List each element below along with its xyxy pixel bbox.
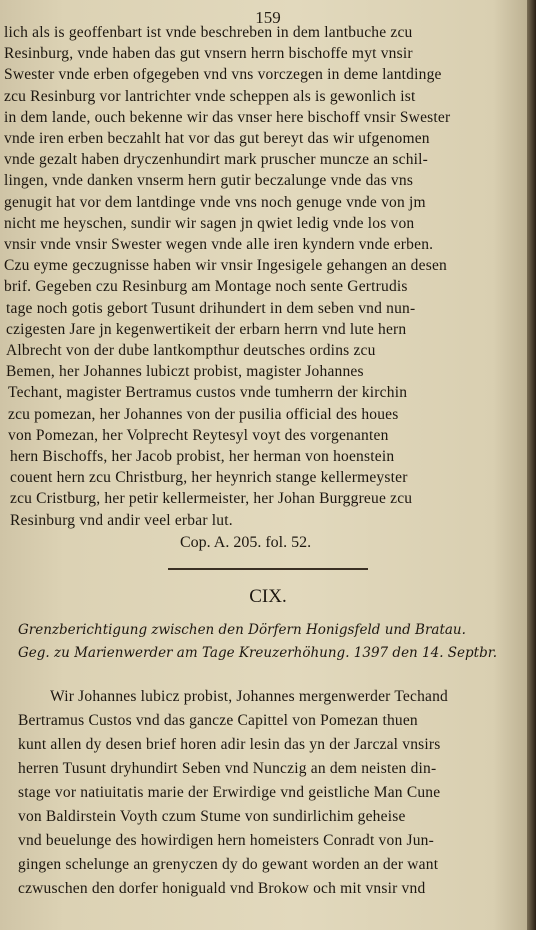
text-line: zcu Resinburg vor lantrichter vnde scheppen als is gewonlich ist [4,87,416,105]
body-line: vnd beuelunge des howirdigen hern homeisters Conradt von Jun- [18,832,434,849]
body-line: stage vor natiuitatis marie der Erwirdige vnd geistliche Man Cune [18,784,441,801]
text-line: couent hern zcu Christburg, her heynrich stange kellermeyster [10,469,408,487]
page-number: 159 [255,8,281,27]
text-line: Resinburg vnd andir veel erbar lut. [10,511,233,529]
text-line: vnde iren erben beczahlt hat vor das gut bereyt das wir ufgenomen [4,130,430,147]
text-line: Swester vnde erben ofgegeben vnd vns vorczegen in deme lantdinge [4,66,442,84]
body-line: von Baldirstein Voyth czum Stume von sundirlichim geheise [18,808,406,825]
text-line: zcu pomezan, her Johannes von der pusilia official des houes [8,405,399,423]
text-line: vnsir vnde vnsir Swester wegen vnde alle iren kyndern vnde erben. [4,236,434,253]
text-line: Bemen, her Johannes lubiczt probist, magister Johannes [6,363,364,381]
text-line: lich als is geoffenbart ist vnde beschreben in dem lantbuche zcu [4,24,413,41]
text-line: hern Bischoffs, her Jacob probist, her herman von hoenstein [10,448,395,465]
text-line: genugit hat vor dem lantdinge vnde vns noch genuge vnde von jm [4,193,426,211]
book-spine-shadow [527,0,536,930]
text-line: tage noch gotis gebort Tusunt drihundert in dem seben vnd nun- [6,299,416,317]
text-line: Resinburg, vnde haben das gut vnsern herrn bischoffe myt vnsir [4,45,413,63]
document-heading: Grenzberichtigung zwischen den Dörfern Honigsfeld und Bratau. [18,622,466,638]
body-line: Wir Johannes lubicz probist, Johannes mergenwerder Techand [50,688,448,705]
text-line: Albrecht von der dube lantkompthur deutsches ordins zcu [6,342,376,359]
source-citation: Cop. A. 205. fol. 52. [180,534,312,551]
body-line: Bertramus Custos vnd das gancze Capittel von Pomezan thuen [18,712,418,729]
document-date-line: Geg. zu Marienwerder am Tage Kreuzerhöhung. 1397 den 14. Septbr. [18,645,498,661]
text-line: zcu Cristburg, her petir kellermeister, her Johan Burggreue zcu [10,490,413,508]
section-divider [168,568,368,570]
text-line: lingen, vnde danken vnserm hern gutir beczalunge vnde das vns [4,172,414,190]
body-line: czwuschen den dorfer honiguald vnd Brokow och mit vnsir vnd [18,880,426,897]
text-line: von Pomezan, her Volprecht Reytesyl voyt des vorgenanten [8,426,389,444]
body-line: gingen schelunge an grenyczen dy do gewant worden an der want [18,856,439,873]
text-line: Czu eyme geczugnisse haben wir vnsir Ingesigele gehangen an desen [4,257,447,275]
text-line: in dem lande, ouch bekenne wir das vnser here bischoff vnsir Swester [4,108,451,126]
text-line: nicht me heyschen, sundir wir sagen jn qwiet ledig vnde los von [4,214,415,232]
text-line: vnde gezalt haben dryczenhundirt mark pruscher muncze an schil- [4,151,429,169]
text-line: czigesten Jare jn kegenwertikeit der erbarn herrn vnd lute hern [6,320,407,338]
body-line: herren Tusunt dryhundirt Seben vnd Nunczig an dem neisten din- [18,760,437,777]
document-number: CIX. [249,586,287,607]
text-line: brif. Gegeben czu Resinburg am Montage noch sente Gertrudis [4,278,408,296]
body-line: kunt allen dy desen brief horen adir lesin das yn der Jarczal vnsirs [18,736,441,753]
text-line: Techant, magister Bertramus custos vnde tumherrn der kirchin [8,384,408,402]
